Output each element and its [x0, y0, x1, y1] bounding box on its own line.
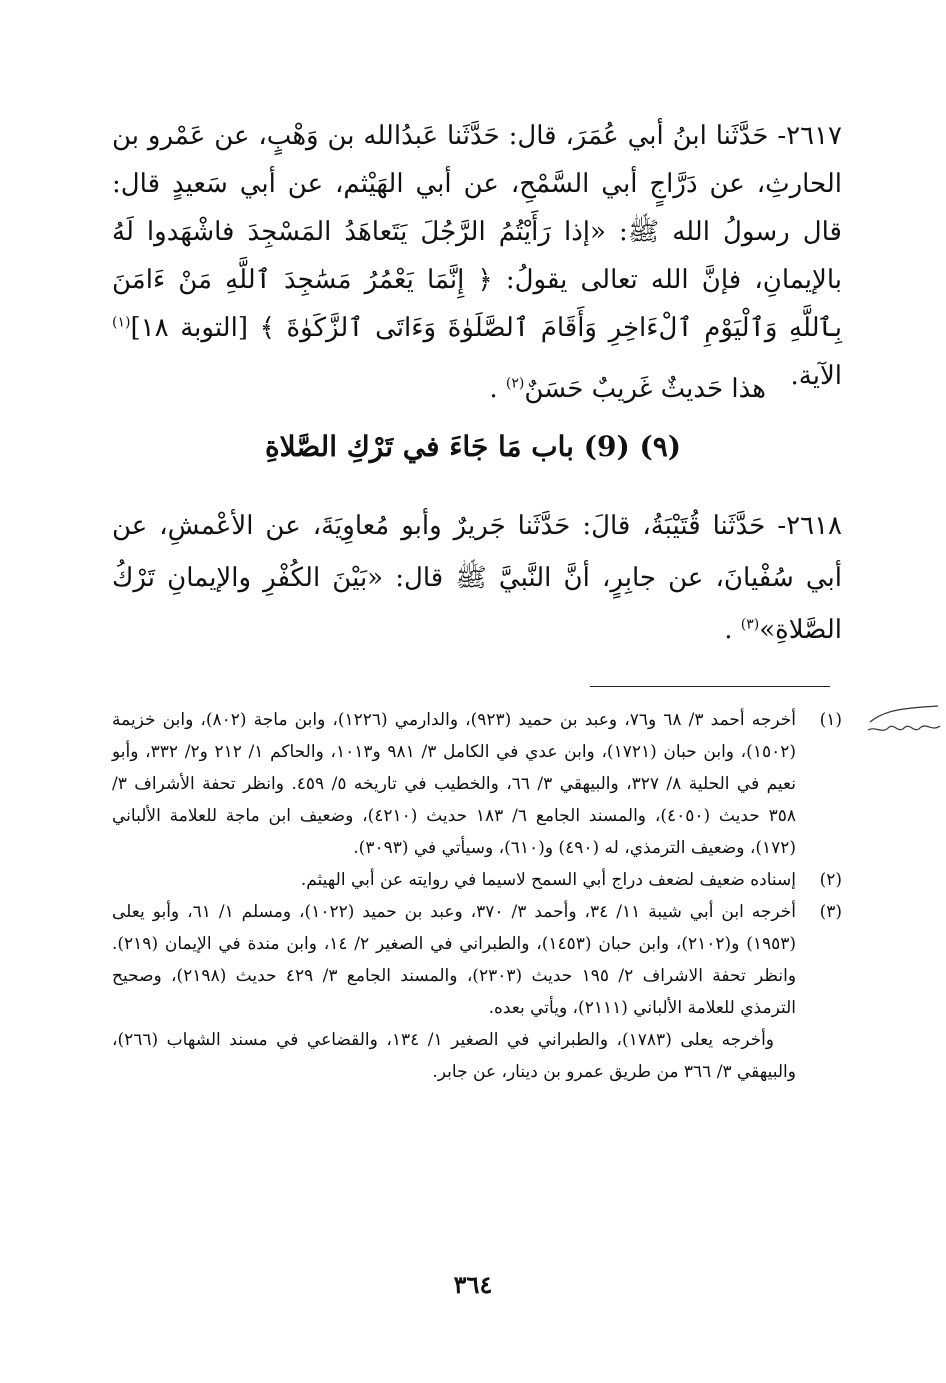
footnote-3: [112, 896, 842, 1024]
footnote-1: [112, 704, 842, 864]
footnote-number: (٣): [819, 902, 842, 922]
page-number: ٣٦٤: [453, 1270, 493, 1299]
hadith-grade-tail: .: [489, 374, 506, 404]
hadith-2617-text: ٢٦١٧- حَدَّثَنا ابنُ أبي عُمَرَ، قال: حَدَّثَنا عَبدُالله بن وَهْبٍ، عن عَمْرو بن الحارثِ، عن دَرَّاجٍ أبي السَّمْحِ، عن أبي الهَيْثم، عن أبي سَعيدٍ قال: قال رسولُ الله ﷺ: «إذا رَأَيْتُمُ الرَّجُلَ يَتَعاهَدُ المَسْجِدَ فاشْهَدوا لَهُ بالإيمانِ، فإنَّ الله تعالى يقولُ: ﴿ إِنَّمَا يَعْمُرُ مَسَٰجِدَ ٱللَّهِ مَنْ ءَامَنَ بِٱللَّهِ وَٱلْيَوْمِ ٱلْءَاخِرِ وَأَقَامَ ٱلصَّلَوٰةَ وَءَاتَى ٱلزَّكَوٰةَ ﴾ [التوبة ١٨]: [112, 121, 842, 343]
footnotes: [112, 704, 842, 1088]
footnote-text: إسناده ضعيف لضعف دراج أبي السمح لاسيما في روايته عن أبي الهيثم.: [300, 870, 796, 890]
footnote-text: أخرجه ابن أبي شيبة ١١/ ٣٤، وأحمد ٣/ ٣٧٠، وعبد بن حميد (١٠٢٢)، ومسلم ١/ ٦١، وأبو يعلى (١٩٥٣) و(٢١٠٢)، وابن حبان (١٤٥٣)، والطبراني في الصغير ٢/ ١٤، وابن مندة في الإيمان (٢١٩). وانظر تحفة الاشراف ٢/ ١٩٥ حديث (٢٣٠٣)، والمسند الجامع ٣/ ٤٢٩ حديث (٢١٩٨)، وصحيح الترمذي للعلامة الألباني (٢١١١)، ويأتي بعده.: [112, 902, 797, 1018]
footnote-text: أخرجه أحمد ٣/ ٦٨ و٧٦، وعبد بن حميد (٩٢٣)، والدارمي (١٢٢٦)، وابن ماجة (٨٠٢)، وابن خزيمة (١٥٠٢)، وابن حبان (١٧٢١)، وابن عدي في الكامل ٣/ ٩٨١ و١٠١٣، والحاكم ١/ ٢١٢ و٢/ ٣٣٢، وأبو نعيم في الحلية ٨/ ٣٢٧، والبيهقي ٣/ ٦٦، والخطيب في تاريخه ٥/ ٤٥٩. وانظر تحفة الأشراف ٣/ ٣٥٨ حديث (٤٠٥٠)، والمسند الجامع ٦/ ١٨٣ حديث (٤٢١٠)، وضعيف ابن ماجة للعلامة الألباني (١٧٢)، وضعيف الترمذي، له (٤٩٠) و(٦١٠)، وسيأتي في (٣٠٩٣).: [112, 710, 797, 858]
hadith-2617-paragraph: [112, 112, 842, 400]
footnote-ref-2[interactable]: (٢): [505, 375, 525, 392]
footnote-3-continuation: وأخرجه يعلى (١٧٨٣)، والطبراني في الصغير ١/ ١٣٤، والقضاعي في مسند الشهاب (٢٦٦)، والبيهقي ٣/ ٣٦٦ من طريق عمرو بن دينار، عن جابر.: [112, 1030, 796, 1082]
footnote-number: (٢): [819, 870, 842, 890]
hadith-2617: [112, 112, 842, 400]
hadith-2617-tail: الآية.: [790, 361, 842, 391]
hadith-2618: [112, 500, 842, 656]
hadith-2618-tail: .: [724, 615, 741, 645]
footnote-separator: [590, 686, 830, 687]
hadith-grade-text: هذا حَديثٌ غَريبٌ حَسَنٌ: [524, 374, 766, 404]
footnote-2: [112, 864, 842, 896]
footnote-ref-3[interactable]: (٣): [740, 616, 760, 633]
handwritten-margin-note: [864, 700, 944, 740]
footnote-ref-1[interactable]: (١): [112, 314, 131, 331]
hadith-grade: [489, 374, 766, 404]
chapter-heading: (٩) (9) باب مَا جَاءَ في تَرْكِ الصَّلاةِ: [265, 430, 681, 463]
hadith-2618-text: ٢٦١٨- حَدَّثَنا قُتَيْبَةُ، قالَ: حَدَّثَنا جَريرٌ وأبو مُعاوِيَةَ، عن الأعْمشِ، عن أبي سُفْيانَ، عن جابِرٍ، أنَّ النَّبيَّ ﷺ قال: «بَيْنَ الكُفْرِ والإيمانِ تَرْكُ الصَّلاةِ»: [112, 511, 842, 645]
footnote-number: (١): [819, 710, 842, 730]
